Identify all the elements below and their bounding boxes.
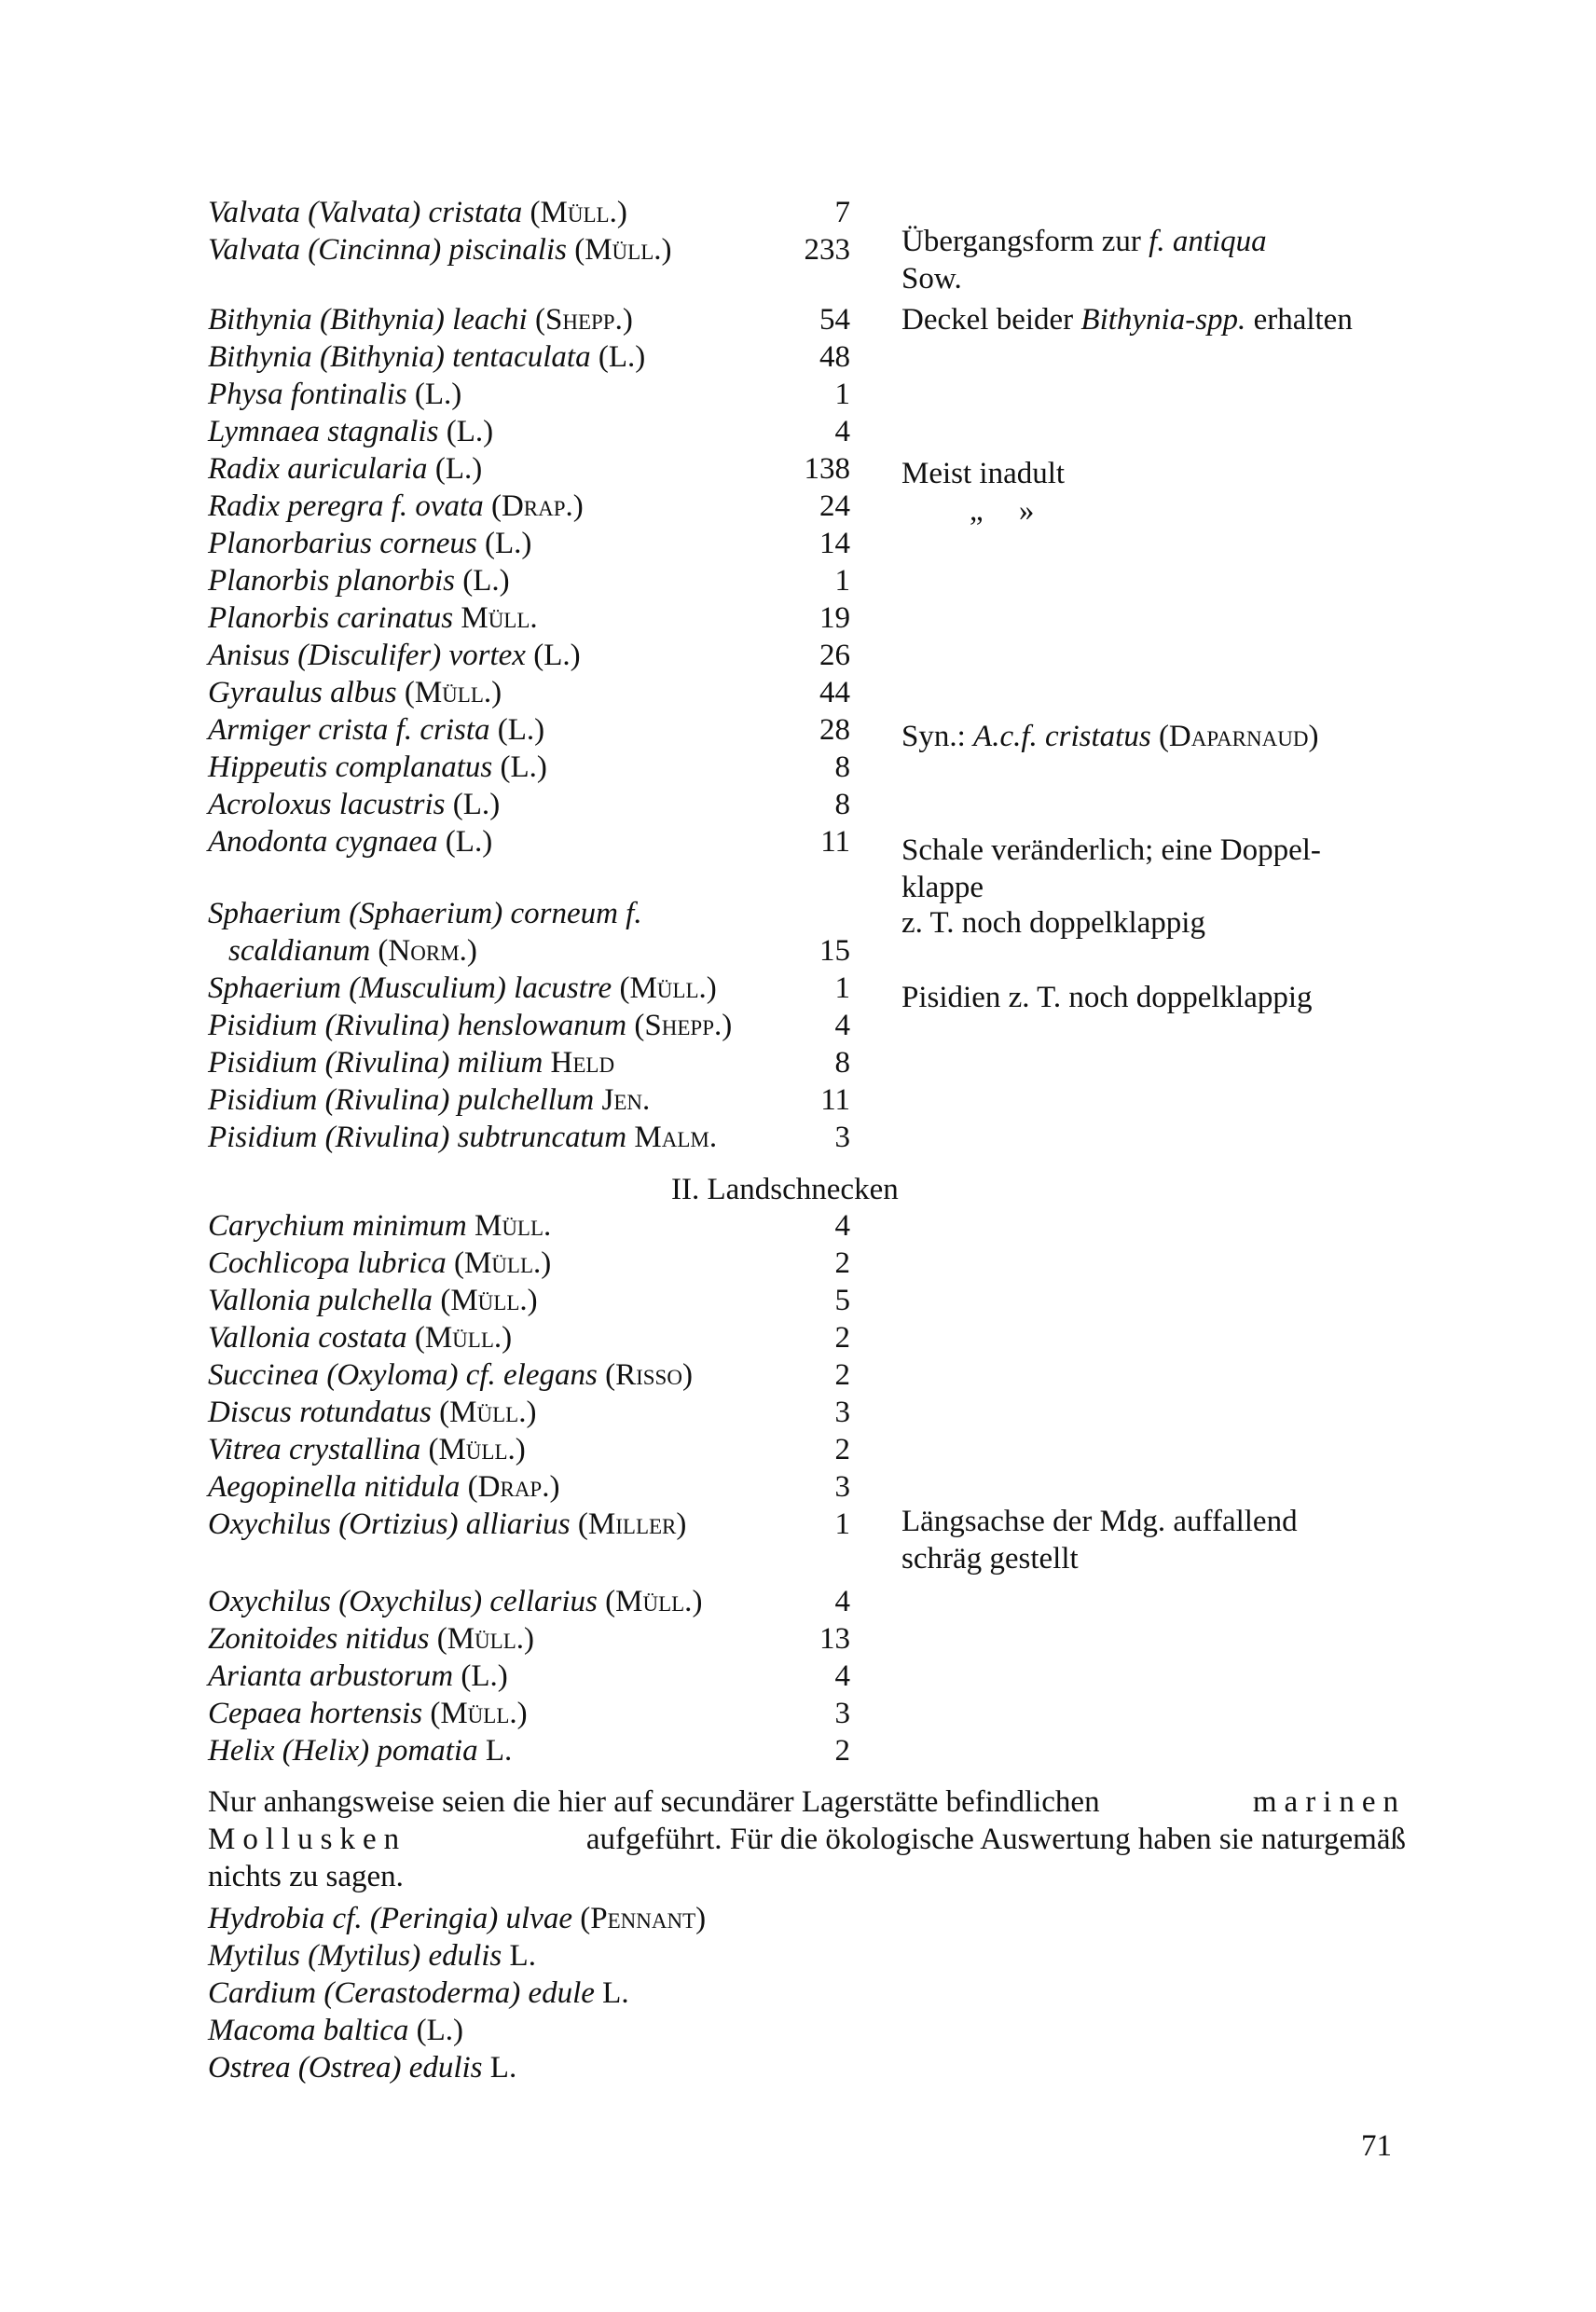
specimen-count: 11 (820, 825, 850, 859)
species-name: Oxychilus (Ortizius) alliarius (Miller) (208, 1507, 687, 1541)
note-text: erhalten (1253, 303, 1353, 337)
species-genus: Vallonia costata (208, 1321, 407, 1355)
species-row (0, 1356, 1596, 1394)
note-bithynia (901, 301, 1405, 338)
specimen-count: 3 (834, 1396, 850, 1429)
specimen-count: 15 (819, 934, 850, 968)
note-text: Syn.: (901, 720, 966, 753)
species-name: Anodonta cygnaea (L.) (208, 825, 493, 859)
species-row (0, 1245, 1596, 1282)
species-row (0, 1583, 1596, 1620)
specimen-count: 28 (819, 713, 850, 747)
note-text-italic: Bithynia-spp. (1080, 303, 1246, 337)
species-row (0, 1468, 1596, 1506)
species-author: Müll. (463, 1246, 542, 1280)
specimen-count: 54 (819, 303, 850, 337)
species-genus: Macoma baltica (208, 2014, 409, 2047)
species-author: Müll. (424, 1321, 502, 1355)
note-text: schräg gestellt (901, 1542, 1079, 1576)
specimen-count: 48 (819, 340, 850, 374)
species-genus: Cardium (Cerastoderma) edule (208, 1976, 595, 2010)
note-text: Deckel beider (901, 303, 1074, 337)
species-name (208, 1044, 614, 1081)
species-author: Müll. (474, 1209, 552, 1243)
specimen-count: 2 (834, 1433, 850, 1466)
paragraph-line (208, 1858, 1406, 1895)
species-genus: Zonitoides nitidus (208, 1622, 430, 1656)
specimen-count: 4 (834, 1009, 850, 1042)
note-text-italic: A.c.f. cristatus (973, 720, 1151, 753)
species-genus: Oxychilus (Ortizius) alliarius (208, 1507, 571, 1541)
species-row (0, 1044, 1596, 1081)
species-name: Acroloxus lacustris (L.) (208, 788, 501, 821)
species-row (0, 1207, 1596, 1245)
specimen-count: 3 (834, 1697, 850, 1730)
note-text-italic: f. antiqua (1149, 225, 1267, 258)
species-genus: Pisidium (Rivulina) milium (208, 1046, 543, 1080)
species-name (208, 1207, 551, 1245)
specimen-count: 13 (819, 1622, 850, 1656)
species-author: Risso (615, 1358, 682, 1392)
note-text: „ » (970, 494, 1035, 528)
species-row (0, 1732, 1596, 1769)
species-author: L. (602, 1976, 629, 2010)
species-name (208, 1119, 717, 1156)
species-row (0, 1081, 1596, 1119)
species-author: Müll. (450, 1284, 528, 1317)
specimen-count: 44 (819, 676, 850, 709)
species-genus: Bithynia (Bithynia) tentaculata (208, 340, 591, 374)
specimen-count: 8 (834, 750, 850, 784)
species-genus: Vallonia pulchella (208, 1284, 433, 1317)
species-genus: Radix peregra f. ovata (208, 489, 484, 523)
species-author: L. (471, 1659, 498, 1693)
species-genus: Hydrobia cf. (Peringia) ulvae (208, 1902, 573, 1935)
species-author: L. (455, 825, 483, 859)
species-name: Discus rotundatus (Müll.) (208, 1396, 537, 1429)
species-row (0, 376, 1596, 413)
species-author: Pennant (590, 1902, 696, 1935)
specimen-count: 3 (834, 1470, 850, 1504)
specimen-count: 138 (804, 452, 850, 486)
species-row (0, 338, 1596, 376)
species-genus: Lymnaea stagnalis (208, 415, 439, 448)
species-genus: Physa fontinalis (208, 378, 407, 411)
species-name: Bithynia (Bithynia) leachi (Shepp.) (208, 303, 633, 337)
species-genus: Mytilus (Mytilus) edulis (208, 1939, 502, 1973)
species-name: Vallonia costata (Müll.) (208, 1321, 513, 1355)
note-text: Übergangsform zur (901, 225, 1141, 258)
species-row (0, 2049, 1596, 2086)
species-author: Müll. (414, 676, 492, 709)
note-valvata-cont (901, 260, 1405, 297)
specimen-count: 4 (834, 415, 850, 448)
note-author: (Daparnaud) (1158, 720, 1319, 753)
species-name: Vitrea crystallina (Müll.) (208, 1433, 526, 1466)
species-genus: Arianta arbustorum (208, 1659, 454, 1693)
species-author: L. (495, 527, 522, 560)
note-sphaerium (901, 904, 1405, 942)
species-genus: Cepaea hortensis (208, 1697, 423, 1730)
species-name: Valvata (Valvata) cristata (Müll.) (208, 196, 627, 229)
species-author: L. (424, 378, 452, 411)
species-genus: Succinea (Oxyloma) cf. elegans (208, 1358, 598, 1392)
species-genus: Cochlicopa lubrica (208, 1246, 447, 1280)
species-author: Held (550, 1046, 615, 1080)
species-author: Müll. (615, 1585, 693, 1618)
species-name (208, 1732, 512, 1769)
species-row (0, 1431, 1596, 1468)
note-text: Meist inadult (901, 457, 1066, 490)
species-row (0, 1900, 1596, 1937)
paragraph-text: aufgeführt. Für die ökologische Auswertung haben sie naturgemäß (585, 1823, 1406, 1856)
species-author: L. (510, 750, 537, 784)
note-text: Sow. (901, 262, 962, 296)
species-row (0, 1394, 1596, 1431)
species-author: L. (456, 415, 484, 448)
note-radix-ditto (970, 492, 1473, 530)
species-row (0, 1658, 1596, 1695)
species-name: Oxychilus (Oxychilus) cellarius (Müll.) (208, 1585, 703, 1618)
species-row (0, 637, 1596, 674)
species-genus: Planorbarius corneus (208, 527, 477, 560)
species-author: Miller (587, 1507, 677, 1541)
species-genus: Oxychilus (Oxychilus) cellarius (208, 1585, 598, 1618)
species-name: Cochlicopa lubrica (Müll.) (208, 1246, 552, 1280)
species-row (0, 1282, 1596, 1319)
species-name: Hydrobia cf. (Peringia) ulvae (Pennant) (208, 1902, 707, 1935)
species-row (0, 562, 1596, 599)
species-row (0, 525, 1596, 562)
species-author: Müll. (440, 1697, 517, 1730)
species-row (0, 786, 1596, 823)
note-text: z. T. noch doppelklappig (901, 906, 1205, 940)
species-genus: Discus rotundatus (208, 1396, 432, 1429)
species-genus: Acroloxus lacustris (208, 788, 446, 821)
specimen-count: 1 (834, 378, 850, 411)
species-author: Müll. (540, 196, 617, 229)
note-text: Pisidien z. T. noch doppelklappig (901, 981, 1313, 1014)
specimen-count: 2 (834, 1321, 850, 1355)
species-name: Anisus (Disculifer) vortex (L.) (208, 639, 581, 672)
species-author: Müll. (629, 971, 707, 1005)
species-name: Radix peregra f. ovata (Drap.) (208, 489, 584, 523)
species-author: Müll. (585, 233, 662, 267)
species-genus: Aegopinella nitidula (208, 1470, 461, 1504)
paragraph-text: nichts zu sagen. (208, 1860, 404, 1893)
species-name: Lymnaea stagnalis (L.) (208, 415, 494, 448)
species-author: L. (608, 340, 636, 374)
specimen-count: 1 (834, 1507, 850, 1541)
specimen-count: 14 (819, 527, 850, 560)
species-author: L. (445, 452, 473, 486)
species-name: Arianta arbustorum (L.) (208, 1659, 508, 1693)
note-anodonta-cont (901, 869, 1405, 906)
specimen-count: 24 (819, 489, 850, 523)
paragraph-text: Nur anhangsweise seien die hier auf secundärer Lagerstätte befindlichen (208, 1785, 1100, 1819)
specimen-count: 2 (834, 1246, 850, 1280)
species-name: Succinea (Oxyloma) cf. elegans (Risso) (208, 1358, 693, 1392)
species-genus: Sphaerium (Musculium) lacustre (208, 971, 612, 1005)
specimen-count: 4 (834, 1659, 850, 1693)
species-author: Shepp. (544, 303, 623, 337)
species-author: L. (489, 2051, 517, 2085)
specimen-count: 1 (834, 971, 850, 1005)
species-genus: Armiger crista f. crista (208, 713, 490, 747)
species-author: L. (485, 1734, 513, 1768)
species-name: Zonitoides nitidus (Müll.) (208, 1622, 535, 1656)
paragraph-line (208, 1783, 1406, 1821)
species-genus: Pisidium (Rivulina) subtruncatum (208, 1121, 627, 1154)
species-row (0, 1319, 1596, 1356)
species-name: Planorbis planorbis (L.) (208, 564, 510, 598)
specimen-count: 7 (834, 196, 850, 229)
species-genus: Valvata (Cincinna) piscinalis (208, 233, 567, 267)
specimen-count: 2 (834, 1734, 850, 1768)
species-genus: Sphaerium (Sphaerium) corneum f. (208, 897, 642, 930)
specimen-count: 8 (834, 788, 850, 821)
paragraph-spaced-word: Mollusken (208, 1823, 407, 1856)
species-genus: Valvata (Valvata) cristata (208, 196, 523, 229)
note-oxychilus-cont (901, 1540, 1405, 1577)
species-name: Pisidium (Rivulina) henslowanum (Shepp.) (208, 1009, 733, 1042)
species-genus: Radix auricularia (208, 452, 428, 486)
species-author: Müll. (447, 1622, 525, 1656)
species-name (208, 2049, 516, 2086)
species-author: Malm. (634, 1121, 718, 1154)
species-name: Radix auricularia (L.) (208, 452, 483, 486)
species-author: L. (543, 639, 571, 672)
species-genus: Gyraulus albus (208, 676, 397, 709)
species-author: Müll. (461, 601, 538, 635)
species-genus: Bithynia (Bithynia) leachi (208, 303, 528, 337)
species-author: Müll. (449, 1396, 527, 1429)
species-author: L. (507, 713, 535, 747)
paragraph-line (208, 1821, 1406, 1858)
specimen-count: 5 (834, 1284, 850, 1317)
specimen-count: 233 (804, 233, 850, 267)
species-row (0, 1975, 1596, 2012)
species-row (0, 599, 1596, 637)
paragraph-spaced-word: marinen (1252, 1785, 1406, 1819)
species-name (208, 599, 538, 637)
specimen-count: 11 (820, 1083, 850, 1117)
specimen-count: 4 (834, 1209, 850, 1243)
species-author: Drap. (501, 489, 573, 523)
species-name: Physa fontinalis (L.) (208, 378, 462, 411)
note-anodonta (901, 832, 1405, 869)
page-number: 71 (1361, 2129, 1392, 2163)
species-name (208, 1081, 650, 1119)
species-genus: Planorbis planorbis (208, 564, 455, 598)
species-genus: Pisidium (Rivulina) henslowanum (208, 1009, 627, 1042)
species-row (0, 1937, 1596, 1975)
species-name: Hippeutis complanatus (L.) (208, 750, 547, 784)
species-row (0, 1506, 1596, 1543)
species-name (208, 1975, 629, 2012)
species-author: L. (509, 1939, 536, 1973)
species-name: Gyraulus albus (Müll.) (208, 676, 502, 709)
species-row (0, 674, 1596, 711)
species-genus: Anodonta cygnaea (208, 825, 438, 859)
species-name: Macoma baltica (L.) (208, 2014, 464, 2047)
species-genus: scaldianum (228, 934, 371, 968)
species-author: L. (473, 564, 500, 598)
species-row (0, 1620, 1596, 1658)
specimen-count: 1 (834, 564, 850, 598)
species-row (0, 1119, 1596, 1156)
species-row (0, 1695, 1596, 1732)
species-genus: Carychium minimum (208, 1209, 467, 1243)
species-name: Armiger crista f. crista (L.) (208, 713, 545, 747)
species-genus: Anisus (Disculifer) vortex (208, 639, 526, 672)
note-text: Längsachse der Mdg. auffallend (901, 1505, 1298, 1538)
note-text: Schale veränderlich; eine Doppel- (901, 833, 1321, 867)
species-row (0, 413, 1596, 450)
specimen-count: 4 (834, 1585, 850, 1618)
specimen-count: 8 (834, 1046, 850, 1080)
species-author: Shepp. (644, 1009, 722, 1042)
species-name (208, 1937, 536, 1975)
specimen-count: 26 (819, 639, 850, 672)
species-genus: Hippeutis complanatus (208, 750, 493, 784)
species-name (208, 895, 642, 932)
species-name: Sphaerium (Musculium) lacustre (Müll.) (208, 971, 717, 1005)
species-author: Drap. (477, 1470, 550, 1504)
species-author: L. (426, 2014, 454, 2047)
species-genus: Vitrea crystallina (208, 1433, 421, 1466)
species-name: Cepaea hortensis (Müll.) (208, 1697, 528, 1730)
species-author: L. (462, 788, 490, 821)
species-author: Jen. (601, 1083, 651, 1117)
note-armiger (901, 718, 1405, 755)
note-musculium (901, 979, 1405, 1016)
species-author: Norm. (388, 934, 467, 968)
note-valvata (901, 223, 1405, 260)
species-name: Valvata (Cincinna) piscinalis (Müll.) (208, 233, 672, 267)
species-name: Bithynia (Bithynia) tentaculata (L.) (208, 340, 646, 374)
species-genus: Pisidium (Rivulina) pulchellum (208, 1083, 595, 1117)
species-name: scaldianum (Norm.) (228, 934, 477, 968)
species-author: Müll. (438, 1433, 516, 1466)
species-name: Aegopinella nitidula (Drap.) (208, 1470, 560, 1504)
species-row (0, 2012, 1596, 2049)
note-radix (901, 455, 1405, 492)
note-text: klappe (901, 871, 984, 904)
specimen-count: 19 (819, 601, 850, 635)
specimen-count: 2 (834, 1358, 850, 1392)
specimen-count: 3 (834, 1121, 850, 1154)
species-genus: Planorbis carinatus (208, 601, 454, 635)
species-genus: Ostrea (Ostrea) edulis (208, 2051, 483, 2085)
section-heading: II. Landschnecken (671, 1173, 899, 1206)
paragraph (208, 1783, 1406, 1895)
species-genus: Helix (Helix) pomatia (208, 1734, 478, 1768)
species-name: Vallonia pulchella (Müll.) (208, 1284, 538, 1317)
species-name: Planorbarius corneus (L.) (208, 527, 532, 560)
